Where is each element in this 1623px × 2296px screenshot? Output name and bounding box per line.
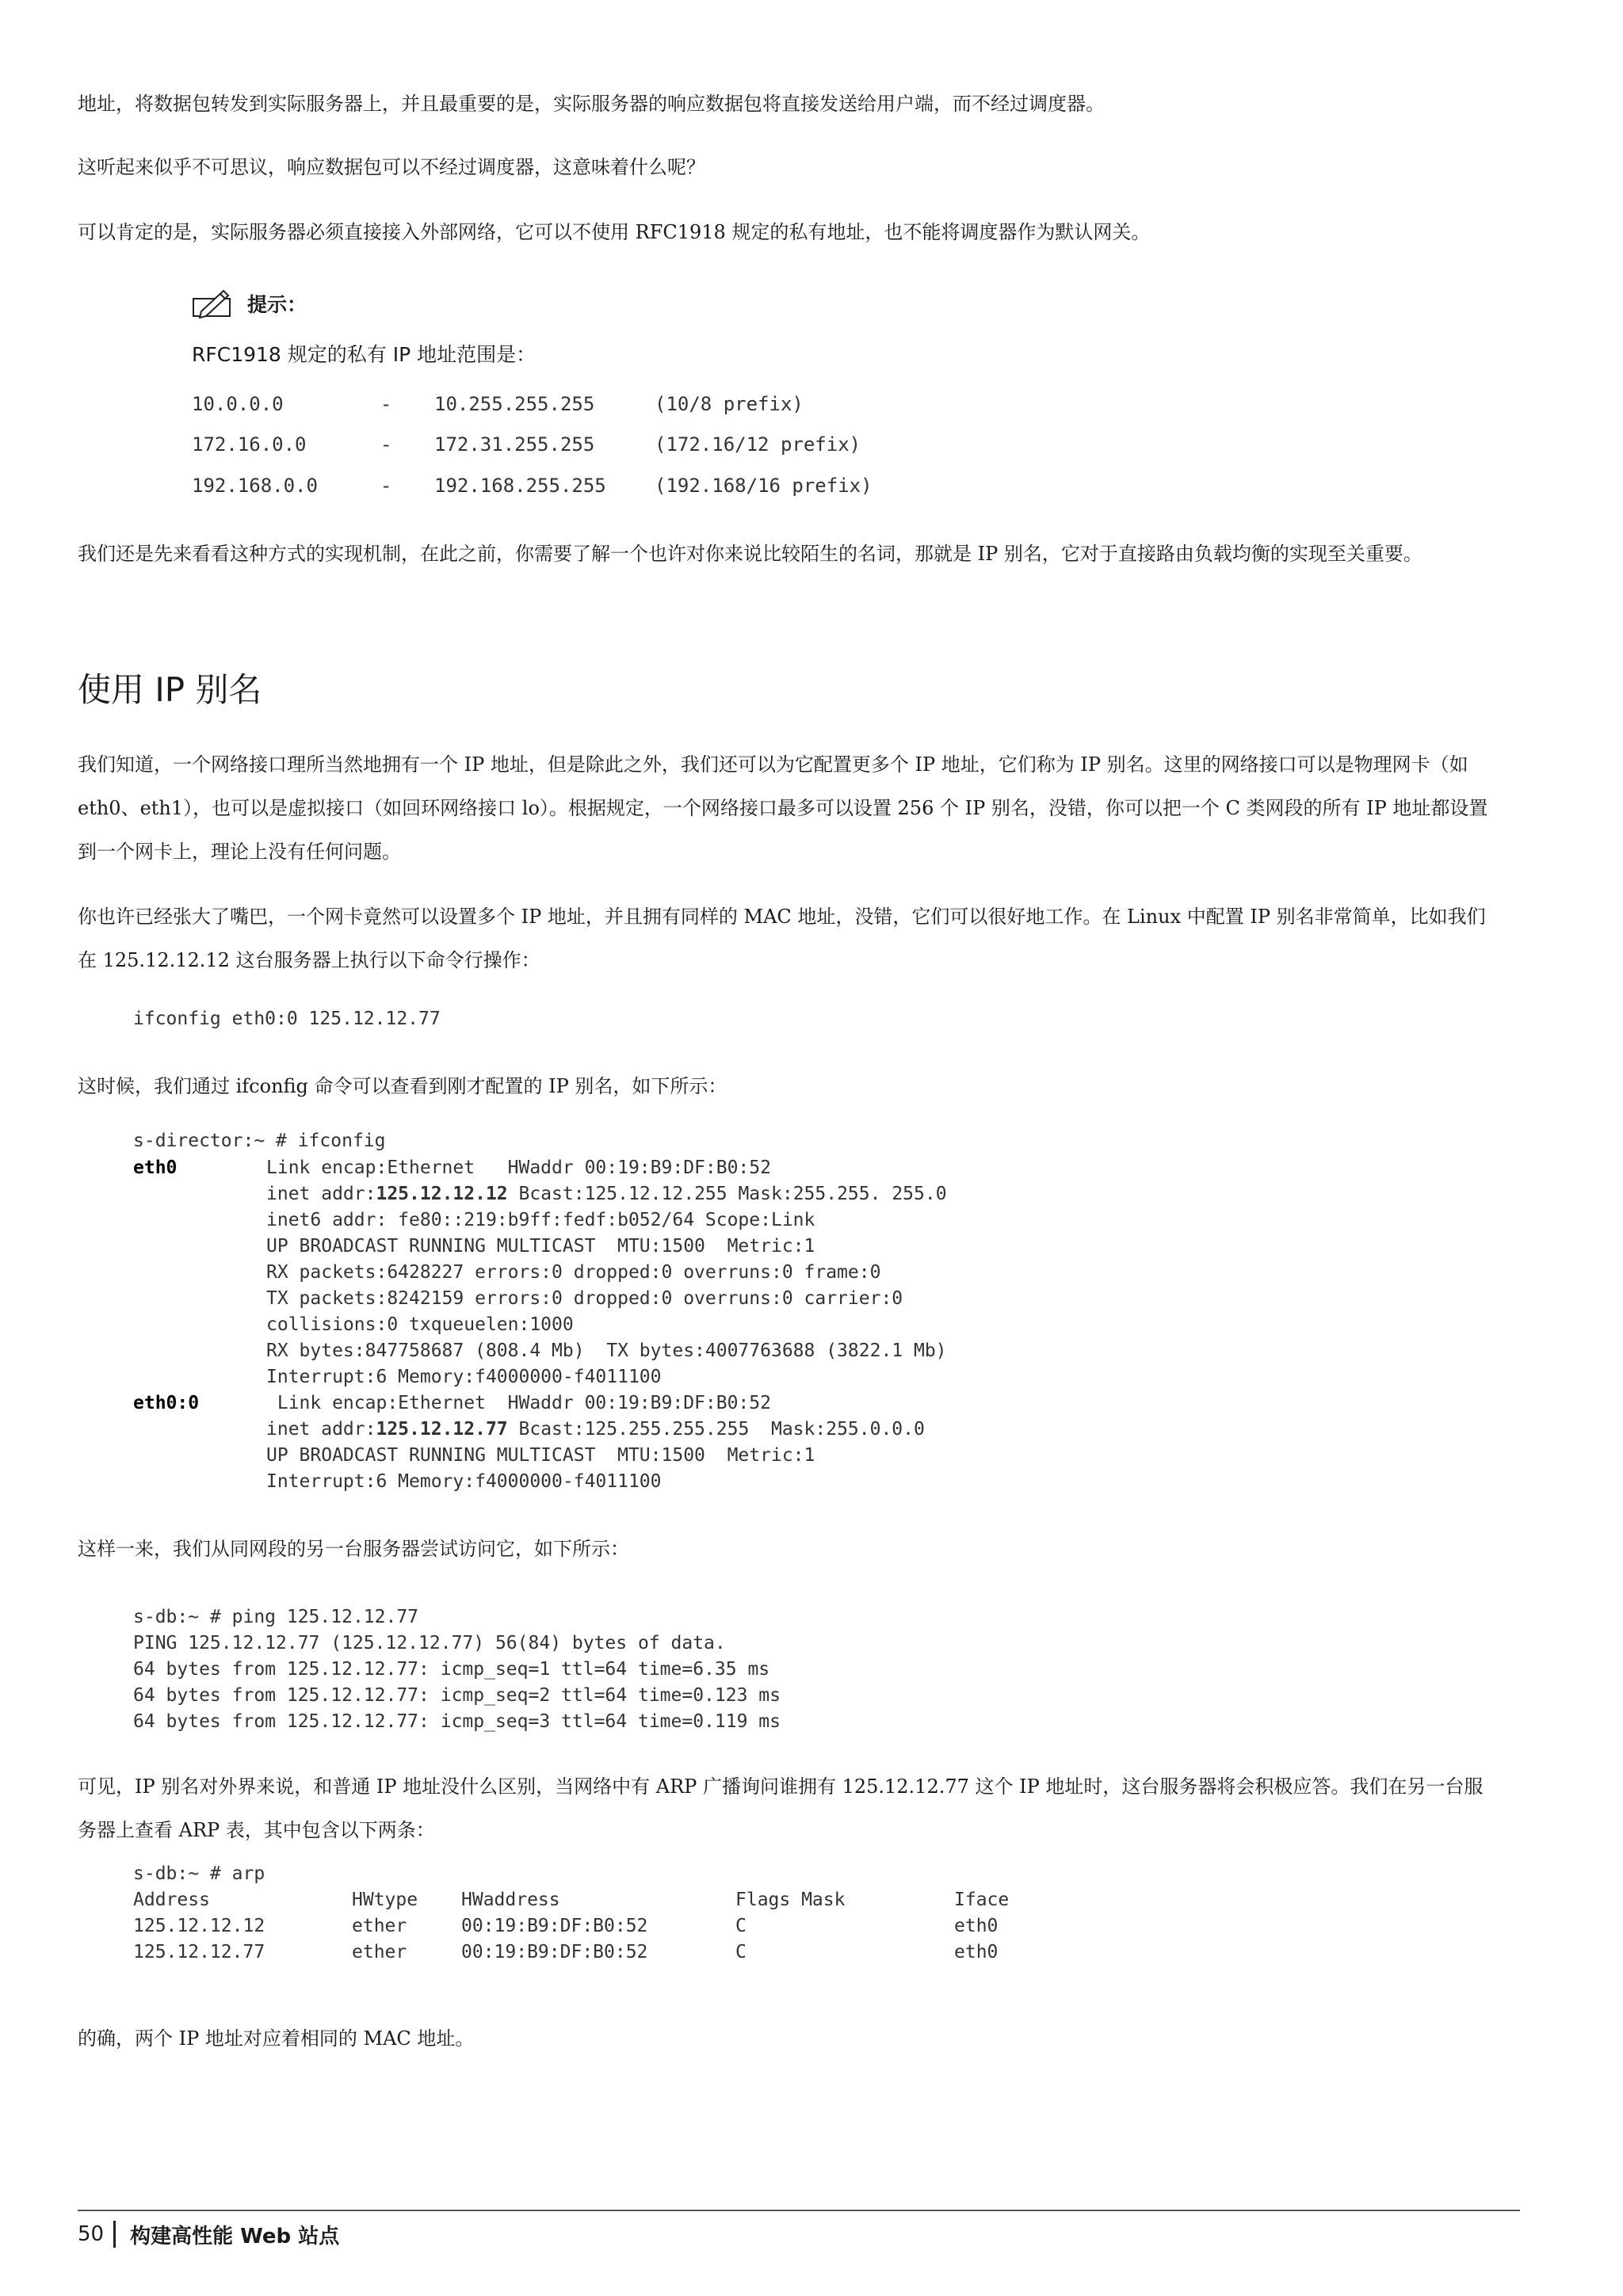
range-end: 192.168.255.255 bbox=[434, 475, 606, 497]
code-line: PING 125.12.12.77 (125.12.12.77) 56(84) bytes of data. bbox=[133, 1633, 726, 1653]
table-cell: ether bbox=[352, 1916, 407, 1936]
table-cell: 125.12.12.77 bbox=[133, 1942, 265, 1962]
paragraph: 我们还是先来看看这种方式的实现机制，在此之前，你需要了解一个也许对你来说比较陌生的名词，那就是 IP 别名，它对于直接路由负载均衡的实现至关重要。 bbox=[78, 543, 1423, 565]
book-title: 构建高性能 Web 站点 bbox=[130, 2224, 340, 2248]
code-line: UP BROADCAST RUNNING MULTICAST MTU:1500 Metric:1 bbox=[266, 1236, 815, 1257]
range-prefix: (172.16/12 prefix) bbox=[655, 433, 861, 456]
table-cell: C bbox=[735, 1942, 747, 1962]
paragraph: 这时候，我们通过 ifconfig 命令可以查看到刚才配置的 IP 别名，如下所示： bbox=[78, 1075, 727, 1097]
range-sep: - bbox=[380, 393, 392, 415]
interface-name: eth0 bbox=[133, 1158, 178, 1178]
code-line: inet addr:125.12.12.77 Bcast:125.255.255.255 Mask:255.0.0.0 bbox=[266, 1419, 925, 1440]
paragraph: 这样一来，我们从同网段的另一台服务器尝试访问它，如下所示： bbox=[78, 1538, 629, 1560]
code-line: 64 bytes from 125.12.12.77: icmp_seq=2 ttl=64 time=0.123 ms bbox=[133, 1685, 781, 1706]
footer-divider bbox=[78, 2210, 1520, 2211]
code-line: 64 bytes from 125.12.12.77: icmp_seq=1 ttl=64 time=6.35 ms bbox=[133, 1659, 770, 1680]
page-number: 50 bbox=[78, 2222, 105, 2246]
tip-text: RFC1918 规定的私有 IP 地址范围是： bbox=[192, 343, 537, 366]
range-end: 172.31.255.255 bbox=[434, 433, 595, 456]
range-sep: - bbox=[380, 433, 392, 456]
range-prefix: (192.168/16 prefix) bbox=[655, 475, 873, 497]
paragraph: 地址，将数据包转发到实际服务器上，并且最重要的是，实际服务器的响应数据包将直接发送给用户端，而不经过调度器。 bbox=[78, 93, 1105, 115]
code-line: Link encap:Ethernet HWaddr 00:19:B9:DF:B0:52 bbox=[266, 1158, 771, 1178]
code-line: 64 bytes from 125.12.12.77: icmp_seq=3 ttl=64 time=0.119 ms bbox=[133, 1711, 781, 1732]
ip-address: 125.12.12.12 bbox=[376, 1184, 508, 1204]
code-line: s-db:~ # ping 125.12.12.77 bbox=[133, 1607, 419, 1627]
code-line: collisions:0 txqueuelen:1000 bbox=[266, 1314, 574, 1335]
code-line: TX packets:8242159 errors:0 dropped:0 overruns:0 carrier:0 bbox=[266, 1288, 903, 1309]
code-prompt: s-db:~ # arp bbox=[133, 1863, 265, 1884]
paragraph: 我们知道，一个网络接口理所当然地拥有一个 IP 地址，但是除此之外，我们还可以为它配置更多个 IP 地址，它们称为 IP 别名。这里的网络接口可以是物理网卡（如 eth0、eth1），也可以是虚拟接口（如回环网络接口 lo）。根据规定，一个网络接口最多可以设置 256 个 IP 别名，没错，你可以把一个 C 类网段的所有 IP 地址都设置到一个网卡上，理论上没有任何问题。 bbox=[78, 753, 1488, 863]
code-line: Interrupt:6 Memory:f4000000-f4011100 bbox=[266, 1471, 662, 1492]
interface-name: eth0:0 bbox=[133, 1393, 200, 1413]
column-header: Address bbox=[133, 1890, 210, 1910]
code-line: inet6 addr: fe80::219:b9ff:fedf:b052/64 Scope:Link bbox=[266, 1210, 815, 1230]
code-line: Link encap:Ethernet HWaddr 00:19:B9:DF:B0:52 bbox=[266, 1393, 771, 1413]
table-cell: 125.12.12.12 bbox=[133, 1916, 265, 1936]
range-end: 10.255.255.255 bbox=[434, 393, 595, 415]
column-header: Iface bbox=[954, 1890, 1010, 1910]
paragraph: 可以肯定的是，实际服务器必须直接接入外部网络，它可以不使用 RFC1918 规定的私有地址，也不能将调度器作为默认网关。 bbox=[78, 221, 1151, 243]
code-command: ifconfig eth0:0 125.12.12.77 bbox=[133, 1009, 441, 1029]
code-prompt: s-director:~ # ifconfig bbox=[133, 1131, 386, 1151]
section-heading: 使用 IP 别名 bbox=[78, 670, 262, 709]
page-footer bbox=[78, 2218, 339, 2250]
paragraph: 可见，IP 别名对外界来说，和普通 IP 地址没什么区别，当网络中有 ARP 广播询问谁拥有 125.12.12.77 这个 IP 地址时，这台服务器将会积极应答。我们在另一台服务器上查看 ARP 表，其中包含以下两条： bbox=[78, 1775, 1484, 1841]
range-start: 192.168.0.0 bbox=[192, 475, 318, 497]
range-start: 172.16.0.0 bbox=[192, 433, 307, 456]
table-cell: ether bbox=[352, 1942, 407, 1962]
code-line: UP BROADCAST RUNNING MULTICAST MTU:1500 Metric:1 bbox=[266, 1445, 815, 1466]
table-cell: 00:19:B9:DF:B0:52 bbox=[461, 1942, 648, 1962]
table-cell: 00:19:B9:DF:B0:52 bbox=[461, 1916, 648, 1936]
table-cell: eth0 bbox=[954, 1942, 999, 1962]
code-line: RX packets:6428227 errors:0 dropped:0 overruns:0 frame:0 bbox=[266, 1262, 881, 1283]
column-header: HWtype bbox=[352, 1890, 418, 1910]
paragraph: 的确，两个 IP 地址对应着相同的 MAC 地址。 bbox=[78, 2027, 475, 2050]
column-header: Flags Mask bbox=[735, 1890, 846, 1910]
tip-label: 提示： bbox=[247, 293, 307, 316]
pencil-note-icon bbox=[192, 288, 236, 319]
range-sep: - bbox=[380, 475, 392, 497]
table-cell: eth0 bbox=[954, 1916, 999, 1936]
ip-address: 125.12.12.77 bbox=[376, 1419, 508, 1440]
code-line: inet addr:125.12.12.12 Bcast:125.12.12.255 Mask:255.255. 255.0 bbox=[266, 1184, 947, 1204]
paragraph: 这听起来似乎不可思议，响应数据包可以不经过调度器，这意味着什么呢？ bbox=[78, 156, 705, 178]
range-prefix: (10/8 prefix) bbox=[655, 393, 804, 415]
range-start: 10.0.0.0 bbox=[192, 393, 284, 415]
code-line: Interrupt:6 Memory:f4000000-f4011100 bbox=[266, 1367, 662, 1387]
code-line: RX bytes:847758687 (808.4 Mb) TX bytes:4007763688 (3822.1 Mb) bbox=[266, 1341, 947, 1361]
column-header: HWaddress bbox=[461, 1890, 560, 1910]
footer-separator bbox=[113, 2221, 116, 2248]
table-cell: C bbox=[735, 1916, 747, 1936]
tip-header bbox=[192, 284, 307, 323]
paragraph: 你也许已经张大了嘴巴，一个网卡竟然可以设置多个 IP 地址，并且拥有同样的 MAC 地址，没错，它们可以很好地工作。在 Linux 中配置 IP 别名非常简单，比如我们在 125.12.12.12 这台服务器上执行以下命令行操作： bbox=[78, 906, 1486, 971]
